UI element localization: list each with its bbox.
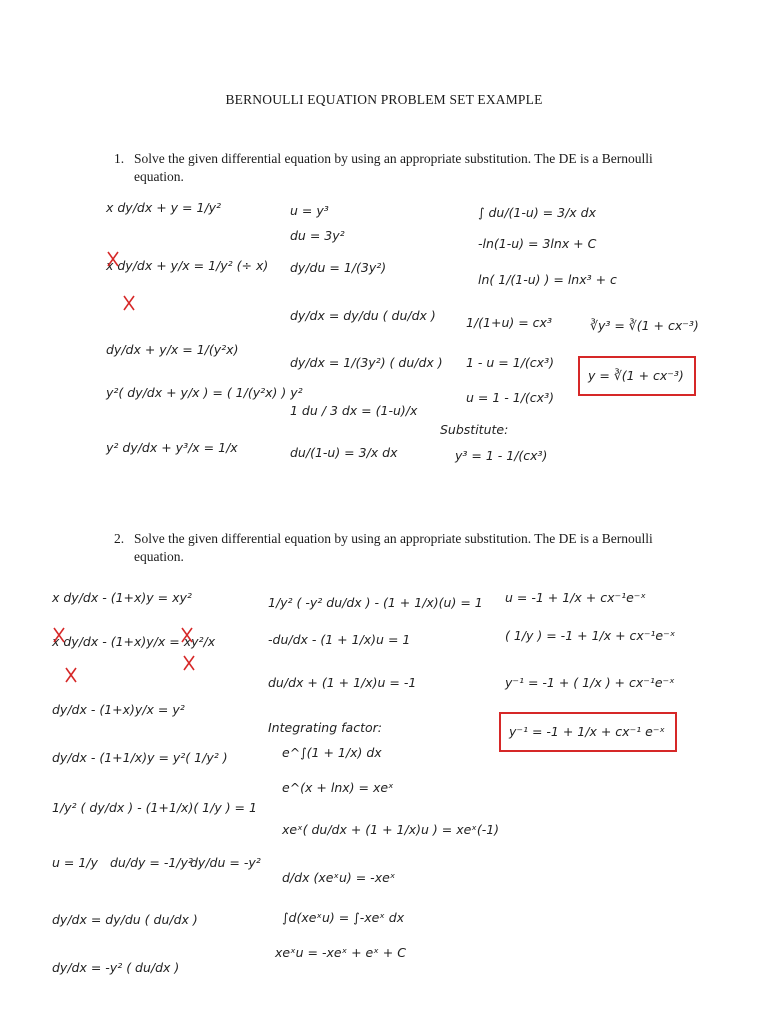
p2-col2-line3: du/dx + (1 + 1/x)u = -1 bbox=[268, 675, 417, 690]
p1-col3-line8: y³ = 1 - 1/(cx³) bbox=[455, 448, 548, 463]
p2-answer: y⁻¹ = -1 + 1/x + cx⁻¹ e⁻ˣ bbox=[509, 724, 665, 739]
strike-mark bbox=[66, 668, 76, 682]
p1-col1-line2: x dy/dx + y/x = 1/y² (÷ x) bbox=[106, 258, 269, 273]
p2-col3-line1: u = -1 + 1/x + cx⁻¹e⁻ˣ bbox=[505, 590, 646, 605]
problem-number: 2. bbox=[114, 531, 125, 546]
p1-col3-line5: 1 - u = 1/(cx³) bbox=[466, 355, 554, 370]
p2-col1-line6c: dy/du = -y² bbox=[190, 855, 261, 870]
p2-col1-line1: x dy/dx - (1+x)y = xy² bbox=[52, 590, 192, 605]
strike-mark bbox=[184, 656, 194, 670]
p1-col1-line4: y²( dy/dx + y/x ) = ( 1/(y²x) ) y² bbox=[106, 385, 303, 400]
p1-col2-line3: dy/du = 1/(3y²) bbox=[290, 260, 387, 275]
page-title: BERNOULLI EQUATION PROBLEM SET EXAMPLE bbox=[225, 92, 543, 107]
p2-col2-line6: e^(x + lnx) = xeˣ bbox=[282, 780, 394, 795]
p1-answer-box bbox=[578, 356, 696, 396]
p2-col1-line2: x dy/dx - (1+x)y/x = xy²/x bbox=[52, 634, 216, 649]
p2-col2-line7: xeˣ( du/dx + (1 + 1/x)u ) = xeˣ(-1) bbox=[282, 822, 500, 837]
p2-col2-line1: 1/y² ( -y² du/dx ) - (1 + 1/x)(u) = 1 bbox=[268, 595, 483, 610]
p1-col3-line2: -ln(1-u) = 3lnx + C bbox=[478, 236, 597, 251]
p2-col3-line2: ( 1/y ) = -1 + 1/x + cx⁻¹e⁻ˣ bbox=[505, 628, 676, 643]
p1-col2-line1: u = y³ bbox=[290, 203, 329, 218]
p2-col1-line8: dy/dx = -y² ( du/dx ) bbox=[52, 960, 180, 975]
problem-text: Solve the given differential equation by using an appropriate substitution. The DE is a Bernoulli equation. bbox=[134, 151, 653, 184]
p1-col2-line4: dy/dx = dy/du ( du/dx ) bbox=[290, 308, 436, 323]
p1-col2-line6: 1 du / 3 dx = (1-u)/x bbox=[290, 403, 418, 418]
strike-mark bbox=[124, 296, 134, 310]
p1-answer: y = ∛(1 + cx⁻³) bbox=[588, 368, 684, 383]
p2-col1-line3: dy/dx - (1+x)y/x = y² bbox=[52, 702, 185, 717]
problem-1-statement bbox=[114, 150, 684, 186]
p1-col2-line5: dy/dx = 1/(3y²) ( du/dx ) bbox=[290, 355, 443, 370]
p1-col2-line2: du = 3y² bbox=[290, 228, 345, 243]
p1-col3-line1: ∫ du/(1-u) = 3/x dx bbox=[478, 205, 596, 220]
p2-col3-line3: y⁻¹ = -1 + ( 1/x ) + cx⁻¹e⁻ˣ bbox=[505, 675, 675, 690]
p1-col3-line4: 1/(1+u) = cx³ bbox=[466, 315, 552, 330]
p2-col2-line4: Integrating factor: bbox=[268, 720, 382, 735]
p2-col2-line2: -du/dx - (1 + 1/x)u = 1 bbox=[268, 632, 411, 647]
p1-col1-line1: x dy/dx + y = 1/y² bbox=[106, 200, 222, 215]
p2-col1-line6a: u = 1/y bbox=[52, 855, 98, 870]
p1-col2-line7: du/(1-u) = 3/x dx bbox=[290, 445, 398, 460]
problem-2-statement bbox=[114, 530, 684, 566]
p2-col1-line4: dy/dx - (1+1/x)y = y²( 1/y² ) bbox=[52, 750, 228, 765]
p2-col2-line10: xeˣu = -xeˣ + eˣ + C bbox=[275, 945, 406, 960]
p1-col3-line7: Substitute: bbox=[440, 422, 509, 437]
p1-col1-line5: y² dy/dx + y³/x = 1/x bbox=[106, 440, 238, 455]
p1-col3-line6: u = 1 - 1/(cx³) bbox=[466, 390, 554, 405]
p1-col1-line3: dy/dx + y/x = 1/(y²x) bbox=[106, 342, 239, 357]
p1-col4-line1: ∛y³ = ∛(1 + cx⁻³) bbox=[590, 318, 699, 333]
p2-col2-line8: d/dx (xeˣu) = -xeˣ bbox=[282, 870, 396, 885]
problem-number: 1. bbox=[114, 151, 125, 166]
p2-col1-line6b: du/dy = -1/y² bbox=[110, 855, 193, 870]
p2-answer-box bbox=[499, 712, 677, 752]
p2-col2-line5: e^∫(1 + 1/x) dx bbox=[282, 745, 382, 760]
p2-col2-line9: ∫d(xeˣu) = ∫-xeˣ dx bbox=[282, 910, 405, 925]
p2-col1-line7: dy/dx = dy/du ( du/dx ) bbox=[52, 912, 198, 927]
p2-col1-line5: 1/y² ( dy/dx ) - (1+1/x)( 1/y ) = 1 bbox=[52, 800, 257, 815]
p1-col3-line3: ln( 1/(1-u) ) = lnx³ + c bbox=[478, 272, 617, 287]
problem-text: Solve the given differential equation by using an appropriate substitution. The DE is a Bernoulli equation. bbox=[134, 531, 653, 564]
